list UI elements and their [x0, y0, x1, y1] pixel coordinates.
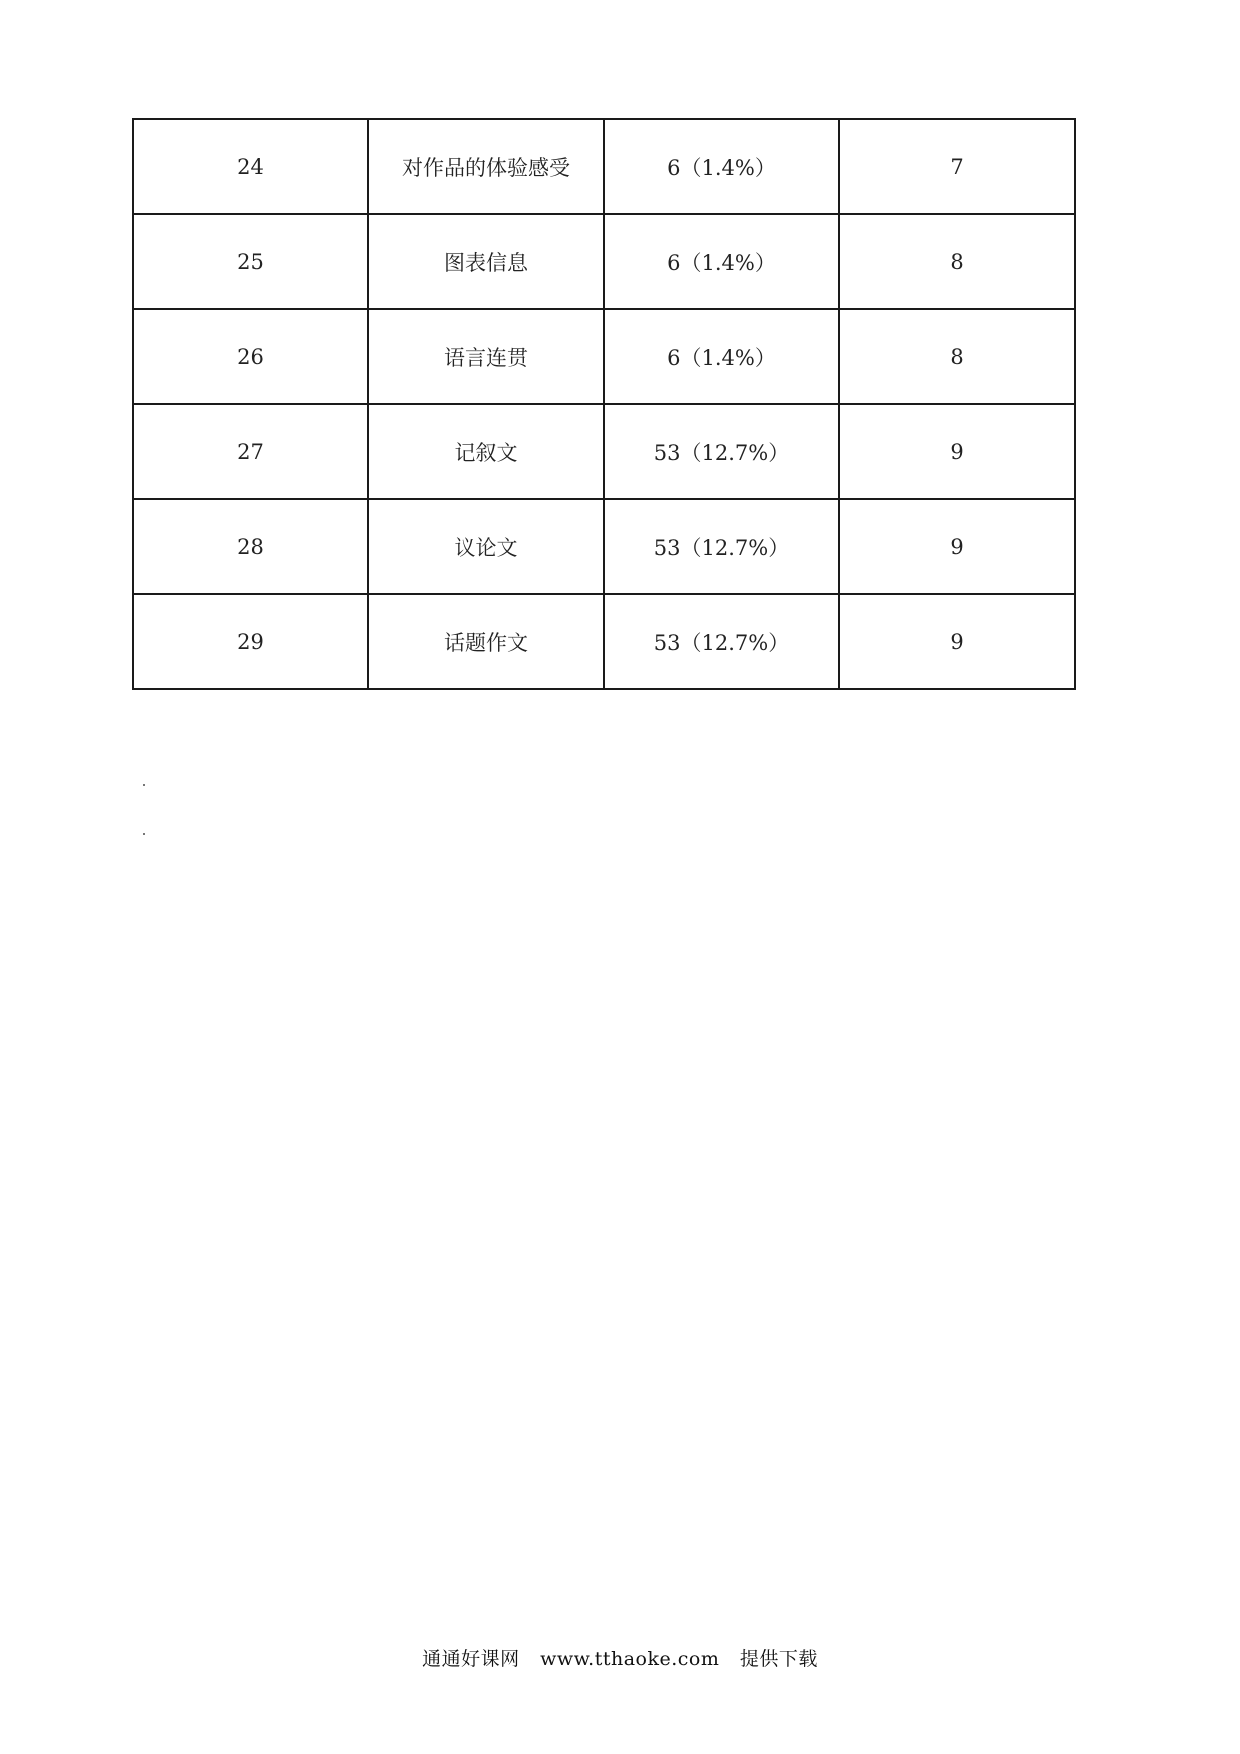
cell-rank: 9 — [839, 594, 1075, 689]
cell-score-percent: 6（1.4%） — [604, 214, 839, 309]
cell-number: 26 — [133, 309, 368, 404]
cell-number: 29 — [133, 594, 368, 689]
cell-question-type: 记叙文 — [368, 404, 604, 499]
table-row — [133, 499, 1075, 594]
paragraph-mark — [143, 833, 145, 835]
table-row — [133, 594, 1075, 689]
cell-number: 28 — [133, 499, 368, 594]
cell-number: 27 — [133, 404, 368, 499]
footer-suffix: 提供下载 — [739, 1648, 818, 1670]
cell-score-percent: 53（12.7%） — [604, 594, 839, 689]
table-row — [133, 214, 1075, 309]
cell-question-type: 图表信息 — [368, 214, 604, 309]
cell-score-percent: 53（12.7%） — [604, 499, 839, 594]
cell-rank: 7 — [839, 119, 1075, 214]
cell-question-type: 议论文 — [368, 499, 604, 594]
cell-question-type: 语言连贯 — [368, 309, 604, 404]
page-footer — [0, 1644, 1240, 1671]
footer-site-name: 通通好课网 — [422, 1648, 520, 1670]
cell-score-percent: 6（1.4%） — [604, 309, 839, 404]
cell-number: 24 — [133, 119, 368, 214]
cell-rank: 9 — [839, 404, 1075, 499]
cell-question-type: 对作品的体验感受 — [368, 119, 604, 214]
question-type-table — [132, 118, 1076, 690]
data-table-container — [132, 118, 1076, 690]
cell-question-type: 话题作文 — [368, 594, 604, 689]
cell-number: 25 — [133, 214, 368, 309]
paragraph-mark — [143, 784, 145, 786]
cell-rank: 9 — [839, 499, 1075, 594]
footer-url: www.tthaoke.com — [540, 1648, 720, 1670]
table-row — [133, 309, 1075, 404]
cell-score-percent: 6（1.4%） — [604, 119, 839, 214]
cell-rank: 8 — [839, 309, 1075, 404]
cell-score-percent: 53（12.7%） — [604, 404, 839, 499]
cell-rank: 8 — [839, 214, 1075, 309]
table-row — [133, 119, 1075, 214]
table-row — [133, 404, 1075, 499]
